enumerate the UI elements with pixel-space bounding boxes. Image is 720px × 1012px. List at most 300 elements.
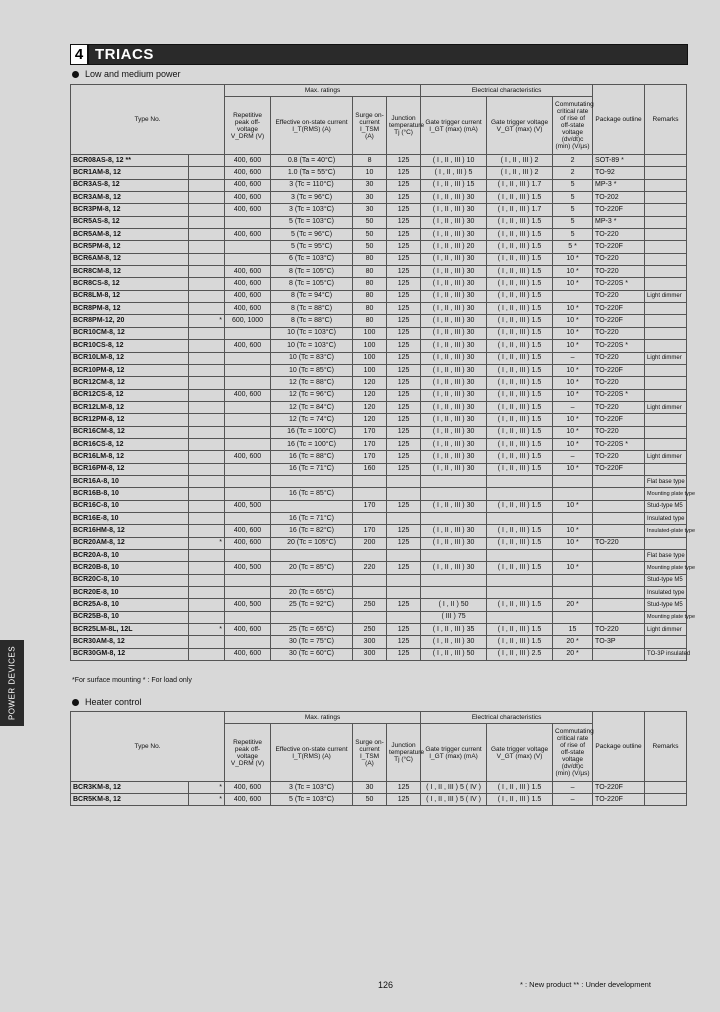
cell-igt: ( I , II , III ) 30 <box>421 192 487 204</box>
cell-vgt: ( I , II , III ) 1.5 <box>487 426 553 438</box>
table-row <box>71 500 687 512</box>
cell-type-no: BCR20A-8, 10 <box>71 550 189 562</box>
cell-package: TO-220S * <box>593 438 645 450</box>
cell-vgt: ( I , II , III ) 1.5 <box>487 352 553 364</box>
cell-igt: ( I , II , III ) 30 <box>421 216 487 228</box>
cell-igt: ( I , II , III ) 30 <box>421 352 487 364</box>
cell-it: 0.8 (Ta = 40°C) <box>271 155 353 167</box>
table-row <box>71 574 687 586</box>
cell-vdrm: 400, 600 <box>225 303 271 315</box>
cell-vdrm <box>225 512 271 524</box>
cell-itsm: 250 <box>353 624 387 636</box>
cell-vdrm <box>225 438 271 450</box>
cell-vdrm: 400, 600 <box>225 204 271 216</box>
cell-tj: 125 <box>387 782 421 794</box>
cell-vdrm: 400, 600 <box>225 648 271 660</box>
cell-tj <box>387 611 421 623</box>
cell-itsm: 100 <box>353 327 387 339</box>
cell-mark <box>189 204 225 216</box>
cell-package <box>593 587 645 599</box>
cell-vdrm: 400, 500 <box>225 500 271 512</box>
cell-itsm: 120 <box>353 377 387 389</box>
cell-tj: 125 <box>387 794 421 806</box>
cell-type-no: BCR20C-8, 10 <box>71 574 189 586</box>
table-row <box>71 512 687 524</box>
cell-vdrm <box>225 327 271 339</box>
table-row <box>71 401 687 413</box>
cell-type-no: BCR12LM-8, 12 <box>71 401 189 413</box>
cell-vgt: ( I , II , III ) 1.5 <box>487 525 553 537</box>
cell-type-no: BCR16CS-8, 12 <box>71 438 189 450</box>
header-it: Effective on-state current I_T(RMS) (A) <box>271 97 353 155</box>
cell-package: TO-3P <box>593 636 645 648</box>
cell-remarks <box>645 216 687 228</box>
cell-dvdt: 15 <box>553 624 593 636</box>
cell-vdrm: 400, 600 <box>225 389 271 401</box>
cell-vgt: ( I , II , III ) 1.5 <box>487 229 553 241</box>
cell-dvdt <box>553 587 593 599</box>
cell-tj: 125 <box>387 599 421 611</box>
cell-remarks: Mounting plate type <box>645 562 687 574</box>
cell-vdrm <box>225 241 271 253</box>
cell-igt: ( I , II , III ) 30 <box>421 327 487 339</box>
header-remarks: Remarks <box>645 85 687 155</box>
cell-itsm: 50 <box>353 229 387 241</box>
cell-it <box>271 550 353 562</box>
cell-mark <box>189 550 225 562</box>
cell-tj: 125 <box>387 636 421 648</box>
cell-dvdt: 10 * <box>553 389 593 401</box>
cell-itsm: 10 <box>353 167 387 179</box>
cell-vgt: ( I , II , III ) 1.5 <box>487 451 553 463</box>
cell-tj: 125 <box>387 426 421 438</box>
cell-type-no: BCR10LM-8, 12 <box>71 352 189 364</box>
header-max-ratings: Max. ratings <box>225 85 421 97</box>
cell-type-no: BCR10PM-8, 12 <box>71 364 189 376</box>
table-row <box>71 438 687 450</box>
cell-dvdt: – <box>553 352 593 364</box>
cell-tj: 125 <box>387 315 421 327</box>
cell-mark <box>189 438 225 450</box>
cell-dvdt: 10 * <box>553 537 593 549</box>
cell-igt: ( I , II , III ) 30 <box>421 401 487 413</box>
cell-remarks <box>645 278 687 290</box>
table-row <box>71 290 687 302</box>
cell-it: 12 (Tc = 74°C) <box>271 414 353 426</box>
table-row <box>71 155 687 167</box>
cell-type-no: BCR16C-8, 10 <box>71 500 189 512</box>
cell-type-no: BCR10CS-8, 12 <box>71 340 189 352</box>
cell-it: 10 (Tc = 103°C) <box>271 340 353 352</box>
cell-itsm: 80 <box>353 303 387 315</box>
cell-dvdt <box>553 550 593 562</box>
header-itsm: Surge on-current I_TSM (A) <box>353 97 387 155</box>
table-row <box>71 241 687 253</box>
header-igt: Gate trigger current I_GT (max) (mA) <box>421 724 487 782</box>
table-row <box>71 794 687 806</box>
cell-igt: ( I , II , III ) 30 <box>421 229 487 241</box>
cell-vgt: ( I , II , III ) 1.5 <box>487 624 553 636</box>
cell-dvdt: 5 <box>553 229 593 241</box>
cell-itsm: 30 <box>353 179 387 191</box>
low-power-heading <box>72 69 181 80</box>
cell-mark <box>189 167 225 179</box>
cell-package: TO-220 <box>593 229 645 241</box>
cell-package: TO-202 <box>593 192 645 204</box>
cell-package: TO-220 <box>593 327 645 339</box>
cell-mark <box>189 340 225 352</box>
cell-mark <box>189 229 225 241</box>
cell-it: 10 (Tc = 85°C) <box>271 364 353 376</box>
table-row <box>71 782 687 794</box>
cell-mark <box>189 155 225 167</box>
cell-remarks <box>645 340 687 352</box>
cell-mark <box>189 488 225 500</box>
cell-package: TO-220 <box>593 451 645 463</box>
cell-vdrm <box>225 636 271 648</box>
header-igt: Gate trigger current I_GT (max) (mA) <box>421 97 487 155</box>
cell-remarks <box>645 389 687 401</box>
cell-igt: ( I , II , III ) 30 <box>421 438 487 450</box>
cell-itsm: 50 <box>353 241 387 253</box>
cell-package: TO-220F <box>593 463 645 475</box>
cell-remarks <box>645 537 687 549</box>
cell-tj: 125 <box>387 525 421 537</box>
cell-igt: ( I , II , III ) 30 <box>421 414 487 426</box>
heater-heading <box>72 697 142 708</box>
cell-igt: ( I , II , III ) 5 ( IV ) <box>421 794 487 806</box>
cell-vgt: ( I , II , III ) 1.5 <box>487 364 553 376</box>
cell-it: 25 (Tc = 92°C) <box>271 599 353 611</box>
cell-remarks: Mounting plate type <box>645 611 687 623</box>
cell-mark <box>189 636 225 648</box>
cell-tj: 125 <box>387 340 421 352</box>
cell-mark <box>189 451 225 463</box>
table-row <box>71 389 687 401</box>
cell-mark <box>189 266 225 278</box>
cell-package: TO-220F <box>593 315 645 327</box>
cell-package <box>593 525 645 537</box>
cell-package: TO-220 <box>593 537 645 549</box>
table-row <box>71 414 687 426</box>
cell-it: 3 (Tc = 110°C) <box>271 179 353 191</box>
cell-itsm: 30 <box>353 192 387 204</box>
cell-vgt: ( I , II , III ) 1.5 <box>487 278 553 290</box>
cell-igt: ( I , II , III ) 30 <box>421 340 487 352</box>
header-type-no: Type No. <box>71 85 225 155</box>
cell-package: TO-220 <box>593 253 645 265</box>
cell-type-no: BCR8PM-8, 12 <box>71 303 189 315</box>
cell-vgt <box>487 488 553 500</box>
cell-it: 16 (Tc = 100°C) <box>271 426 353 438</box>
cell-vdrm: 400, 600 <box>225 290 271 302</box>
header-max-ratings: Max. ratings <box>225 712 421 724</box>
cell-it: 16 (Tc = 82°C) <box>271 525 353 537</box>
cell-igt: ( I , II , III ) 30 <box>421 463 487 475</box>
cell-mark: * <box>189 782 225 794</box>
cell-mark <box>189 241 225 253</box>
cell-type-no: BCR16HM-8, 12 <box>71 525 189 537</box>
cell-it: 10 (Tc = 83°C) <box>271 352 353 364</box>
cell-tj: 125 <box>387 377 421 389</box>
cell-vgt: ( I , II , III ) 1.5 <box>487 216 553 228</box>
table-row <box>71 611 687 623</box>
cell-vgt: ( I , II , III ) 1.5 <box>487 241 553 253</box>
cell-vdrm: 400, 500 <box>225 599 271 611</box>
cell-package <box>593 599 645 611</box>
cell-igt: ( I , II , III ) 5 <box>421 167 487 179</box>
cell-vgt: ( I , II , III ) 1.5 <box>487 401 553 413</box>
cell-mark <box>189 562 225 574</box>
cell-igt: ( I , II , III ) 30 <box>421 389 487 401</box>
cell-package: MP-3 * <box>593 216 645 228</box>
cell-dvdt: 20 * <box>553 599 593 611</box>
cell-vdrm <box>225 550 271 562</box>
bullet-icon <box>72 699 79 706</box>
cell-igt: ( I , II , III ) 30 <box>421 278 487 290</box>
cell-mark <box>189 475 225 487</box>
cell-vgt: ( I , II , III ) 1.5 <box>487 377 553 389</box>
cell-vgt <box>487 574 553 586</box>
table-row <box>71 636 687 648</box>
cell-vdrm <box>225 253 271 265</box>
cell-remarks <box>645 364 687 376</box>
section-number: 4 <box>71 45 89 64</box>
cell-it: 12 (Tc = 84°C) <box>271 401 353 413</box>
cell-remarks: TO-3P insulated <box>645 648 687 660</box>
cell-remarks: Light dimmer <box>645 352 687 364</box>
cell-remarks <box>645 414 687 426</box>
cell-vdrm: 400, 600 <box>225 229 271 241</box>
cell-type-no: BCR3KM-8, 12 <box>71 782 189 794</box>
cell-tj: 125 <box>387 562 421 574</box>
cell-vdrm: 400, 600 <box>225 192 271 204</box>
cell-package: TO-220F <box>593 364 645 376</box>
cell-vgt: ( I , II , III ) 1.7 <box>487 204 553 216</box>
cell-mark <box>189 290 225 302</box>
cell-type-no: BCR5PM-8, 12 <box>71 241 189 253</box>
cell-mark <box>189 414 225 426</box>
cell-dvdt: 5 <box>553 216 593 228</box>
cell-vgt <box>487 475 553 487</box>
cell-remarks <box>645 253 687 265</box>
cell-remarks: Light dimmer <box>645 290 687 302</box>
table-row <box>71 266 687 278</box>
cell-it: 16 (Tc = 88°C) <box>271 451 353 463</box>
cell-itsm: 170 <box>353 525 387 537</box>
cell-igt: ( I , II , III ) 30 <box>421 303 487 315</box>
cell-type-no: BCR25B-8, 10 <box>71 611 189 623</box>
cell-it: 30 (Tc = 75°C) <box>271 636 353 648</box>
cell-vgt <box>487 587 553 599</box>
cell-itsm: 170 <box>353 438 387 450</box>
cell-itsm: 250 <box>353 599 387 611</box>
cell-vdrm: 400, 600 <box>225 794 271 806</box>
cell-dvdt: 10 * <box>553 303 593 315</box>
cell-package: TO-220 <box>593 426 645 438</box>
table-row <box>71 315 687 327</box>
cell-remarks: Mounting plate type <box>645 488 687 500</box>
cell-tj: 125 <box>387 438 421 450</box>
cell-remarks: Light dimmer <box>645 451 687 463</box>
cell-itsm: 80 <box>353 278 387 290</box>
cell-it: 8 (Tc = 88°C) <box>271 315 353 327</box>
heater-subtitle: Heater control <box>85 697 142 707</box>
cell-it: 20 (Tc = 65°C) <box>271 587 353 599</box>
cell-igt: ( I , II , III ) 30 <box>421 315 487 327</box>
cell-dvdt: 10 * <box>553 340 593 352</box>
cell-mark <box>189 179 225 191</box>
cell-it: 10 (Tc = 103°C) <box>271 327 353 339</box>
table-row <box>71 278 687 290</box>
cell-tj: 125 <box>387 216 421 228</box>
cell-mark <box>189 463 225 475</box>
cell-itsm: 80 <box>353 266 387 278</box>
table-row <box>71 624 687 636</box>
cell-package: TO-220 <box>593 290 645 302</box>
cell-igt: ( I , II , III ) 15 <box>421 179 487 191</box>
low-power-table <box>70 84 696 661</box>
cell-itsm: 170 <box>353 426 387 438</box>
cell-itsm: 170 <box>353 451 387 463</box>
cell-igt: ( I , II , III ) 30 <box>421 451 487 463</box>
cell-type-no: BCR25LM-8L, 12L <box>71 624 189 636</box>
cell-igt <box>421 475 487 487</box>
cell-remarks: Flat base type <box>645 550 687 562</box>
cell-vdrm <box>225 611 271 623</box>
cell-dvdt: 10 * <box>553 253 593 265</box>
cell-remarks: Stud-type M5 <box>645 574 687 586</box>
cell-dvdt <box>553 475 593 487</box>
table-row <box>71 352 687 364</box>
cell-type-no: BCR8CM-8, 12 <box>71 266 189 278</box>
cell-dvdt: 10 * <box>553 315 593 327</box>
cell-itsm <box>353 475 387 487</box>
cell-itsm: 8 <box>353 155 387 167</box>
cell-package: TO-220F <box>593 303 645 315</box>
cell-mark <box>189 587 225 599</box>
cell-tj: 125 <box>387 327 421 339</box>
cell-igt: ( I , II , III ) 30 <box>421 537 487 549</box>
cell-dvdt: 20 * <box>553 636 593 648</box>
cell-dvdt: 10 * <box>553 414 593 426</box>
side-tab-label: POWER DEVICES <box>7 645 17 721</box>
cell-tj: 125 <box>387 463 421 475</box>
cell-tj: 125 <box>387 303 421 315</box>
table-row <box>71 550 687 562</box>
cell-it: 5 (Tc = 103°C) <box>271 794 353 806</box>
cell-tj: 125 <box>387 401 421 413</box>
cell-it: 20 (Tc = 85°C) <box>271 562 353 574</box>
cell-dvdt: 2 <box>553 167 593 179</box>
cell-remarks <box>645 426 687 438</box>
cell-remarks: Stud-type M5 <box>645 500 687 512</box>
cell-vgt: ( I , II , III ) 1.5 <box>487 340 553 352</box>
cell-tj: 125 <box>387 352 421 364</box>
cell-dvdt: 10 * <box>553 426 593 438</box>
cell-vgt <box>487 550 553 562</box>
cell-remarks <box>645 303 687 315</box>
cell-remarks <box>645 782 687 794</box>
cell-igt <box>421 574 487 586</box>
cell-remarks: Light dimmer <box>645 401 687 413</box>
cell-igt: ( I , II , III ) 5 ( IV ) <box>421 782 487 794</box>
cell-remarks: Flat base type <box>645 475 687 487</box>
cell-remarks <box>645 636 687 648</box>
cell-it: 16 (Tc = 71°C) <box>271 512 353 524</box>
cell-vdrm <box>225 401 271 413</box>
cell-type-no: BCR20E-8, 10 <box>71 587 189 599</box>
cell-vdrm <box>225 426 271 438</box>
cell-itsm: 170 <box>353 500 387 512</box>
cell-itsm: 100 <box>353 352 387 364</box>
cell-dvdt: 2 <box>553 155 593 167</box>
cell-it: 25 (Tc = 65°C) <box>271 624 353 636</box>
cell-remarks <box>645 463 687 475</box>
table-row <box>71 204 687 216</box>
cell-tj: 125 <box>387 179 421 191</box>
cell-tj <box>387 587 421 599</box>
cell-it: 3 (Tc = 103°C) <box>271 204 353 216</box>
header-it: Effective on-state current I_T(RMS) (A) <box>271 724 353 782</box>
cell-vdrm <box>225 488 271 500</box>
cell-igt: ( I , II , III ) 30 <box>421 636 487 648</box>
cell-vdrm <box>225 574 271 586</box>
cell-package: TO-220 <box>593 266 645 278</box>
cell-it <box>271 611 353 623</box>
cell-tj: 125 <box>387 278 421 290</box>
cell-mark: * <box>189 537 225 549</box>
cell-tj: 125 <box>387 451 421 463</box>
cell-vgt: ( I , II , III ) 1.5 <box>487 794 553 806</box>
cell-vdrm <box>225 587 271 599</box>
cell-package <box>593 488 645 500</box>
table-row <box>71 340 687 352</box>
cell-vdrm: 400, 600 <box>225 340 271 352</box>
cell-mark <box>189 364 225 376</box>
cell-itsm: 100 <box>353 340 387 352</box>
cell-it: 3 (Tc = 103°C) <box>271 782 353 794</box>
cell-package: TO-220F <box>593 204 645 216</box>
cell-vgt: ( I , II , III ) 1.7 <box>487 179 553 191</box>
cell-dvdt: 10 * <box>553 463 593 475</box>
cell-vgt: ( I , II , III ) 1.5 <box>487 599 553 611</box>
cell-remarks <box>645 315 687 327</box>
cell-igt: ( I , II , III ) 30 <box>421 364 487 376</box>
cell-vdrm: 400, 600 <box>225 782 271 794</box>
cell-it: 3 (Tc = 96°C) <box>271 192 353 204</box>
page-number: 126 <box>378 980 394 990</box>
cell-igt: ( I , II , III ) 30 <box>421 500 487 512</box>
cell-itsm <box>353 512 387 524</box>
cell-remarks <box>645 327 687 339</box>
cell-type-no: BCR16CM-8, 12 <box>71 426 189 438</box>
cell-type-no: BCR8LM-8, 12 <box>71 290 189 302</box>
cell-tj: 125 <box>387 414 421 426</box>
cell-tj: 125 <box>387 290 421 302</box>
cell-remarks <box>645 229 687 241</box>
cell-package <box>593 550 645 562</box>
cell-dvdt: 10 * <box>553 377 593 389</box>
cell-dvdt <box>553 611 593 623</box>
cell-it: 12 (Tc = 96°C) <box>271 389 353 401</box>
cell-mark <box>189 525 225 537</box>
cell-tj <box>387 488 421 500</box>
cell-vgt: ( I , II , III ) 1.5 <box>487 438 553 450</box>
side-tab <box>0 640 24 726</box>
cell-vgt: ( I , II , III ) 2.5 <box>487 648 553 660</box>
cell-dvdt: 5 <box>553 192 593 204</box>
